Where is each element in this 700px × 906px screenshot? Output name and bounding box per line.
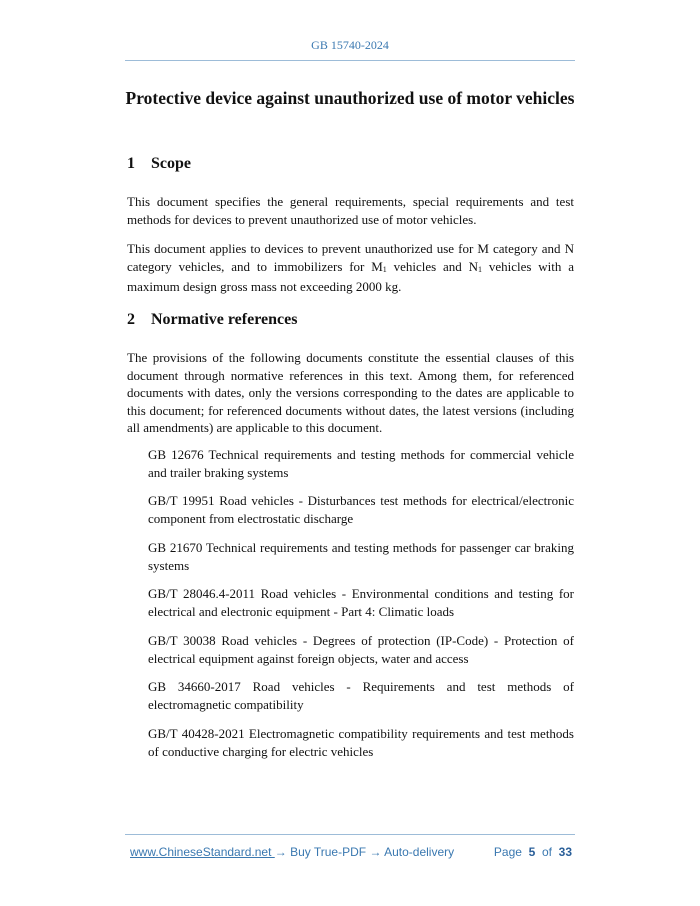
document-title: Protective device against unauthorized use of motor vehicles — [125, 88, 575, 108]
page-footer — [130, 845, 572, 859]
section-heading-scope — [127, 155, 191, 173]
footer-tagline: → Buy True-PDF → Auto-delivery — [274, 845, 455, 859]
reference-item: GB/T 19951 Road vehicles - Disturbances test methods for electrical/electronic component from electrostatic discharge — [148, 493, 574, 526]
page-label: Page — [493, 845, 522, 859]
current-page: 5 — [528, 845, 536, 859]
section-number: 1 — [127, 155, 135, 172]
reference-item: GB 34660-2017 Road vehicles - Requirements and test methods of electromagnetic compatibility — [148, 679, 574, 712]
text-segment: This document applies to devices to prevent unauthorized use for M category and N category vehicles, and to immobilizers for M — [127, 241, 574, 274]
footer-divider — [125, 834, 575, 835]
running-header: GB 15740-2024 — [311, 38, 389, 52]
normative-references-intro: The provisions of the following documents constitute the essential clauses of this document through normative references in this text. Among them, for referenced documents with dates, only the versions corresponding to the dates are applicable to this document; for referenced documents without dates, the latest versions (including all amendments) are applicable to this document. — [127, 350, 574, 435]
text-segment: vehicles and N — [386, 258, 479, 274]
of-label: of — [541, 845, 552, 859]
subscript: 1 — [478, 264, 483, 274]
section-number: 2 — [127, 311, 135, 328]
subscript: 1 — [382, 264, 387, 274]
section-heading-normative-references — [127, 311, 297, 329]
reference-item: GB/T 40428-2021 Electromagnetic compatibility requirements and test methods of conductive charging for electric vehicles — [148, 726, 574, 759]
section-title: Normative references — [151, 311, 298, 328]
reference-item: GB/T 28046.4-2011 Road vehicles - Environmental conditions and testing for electrical and electronic equipment - Part 4: Climatic loads — [148, 586, 574, 619]
reference-item: GB 21670 Technical requirements and testing methods for passenger car braking systems — [148, 540, 574, 573]
scope-paragraph-1: This document specifies the general requirements, special requirements and test methods for devices to prevent unauthorized use of motor vehicles. — [127, 194, 574, 227]
scope-paragraph-2 — [127, 240, 574, 296]
text-segment: vehicles with a maximum design gross mass not exceeding 2000 kg. — [127, 258, 574, 294]
total-pages: 33 — [558, 845, 572, 859]
header-divider — [125, 60, 575, 61]
reference-item: GB/T 30038 Road vehicles - Degrees of protection (IP-Code) - Protection of electrical equipment against foreign objects, water and access — [148, 633, 574, 666]
footer-promo — [130, 845, 454, 859]
website-link[interactable]: www.ChineseStandard.net — [130, 845, 275, 859]
page-indicator — [494, 845, 572, 859]
reference-item: GB 12676 Technical requirements and testing methods for commercial vehicle and trailer braking systems — [148, 447, 574, 480]
section-title: Scope — [151, 155, 191, 172]
